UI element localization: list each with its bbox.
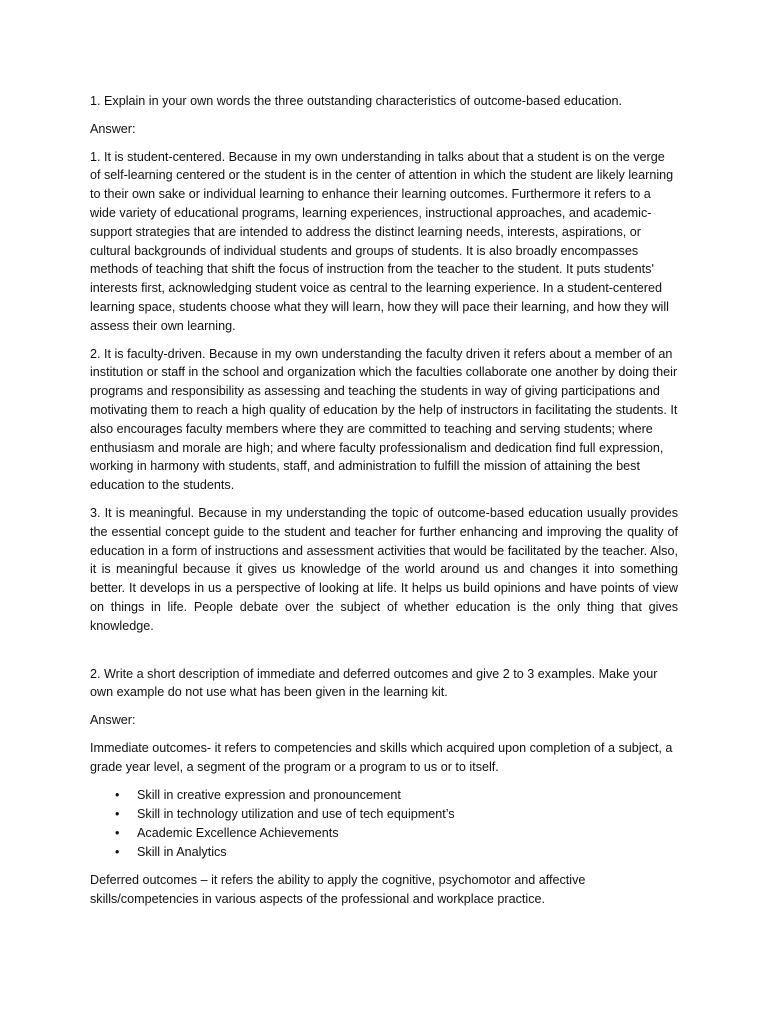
bullet-icon: • bbox=[115, 825, 120, 840]
deferred-outcomes-paragraph: Deferred outcomes – it refers the ability to apply the cognitive, psychomotor and affective skills/competencies in various aspects of the professional and workplace practice. bbox=[90, 873, 586, 907]
bullet-icon: • bbox=[115, 806, 120, 821]
list-item-text: Skill in technology utilization and use of tech equipment’s bbox=[137, 806, 455, 821]
list-item-text: Skill in creative expression and pronouncement bbox=[137, 787, 401, 802]
list-item-text: Skill in Analytics bbox=[137, 845, 227, 860]
document-page bbox=[90, 92, 678, 918]
question-1: 1. Explain in your own words the three outstanding characteristics of outcome-based education. bbox=[90, 94, 623, 108]
examples-list bbox=[90, 786, 678, 863]
list-item bbox=[90, 824, 678, 843]
answer-paragraph-meaningful: 3. It is meaningful. Because in my understanding the topic of outcome-based education usually provides the essential concept guide to the student and teacher for further enhancing and improving the quality of education in a form of instructions and assessment activities that would be facilitated by the teacher. Also, it is meaningful because it gives us knowledge of the world around us and changes it into something better. It develops in us a perspective of looking at life. It helps us build opinions and have points of view on things in life. People debate over the subject of whether education is the only thing that gives knowledge. bbox=[90, 505, 678, 633]
answer-label-1: Answer: bbox=[90, 121, 136, 136]
list-item-text: Academic Excellence Achievements bbox=[137, 825, 339, 840]
immediate-outcomes-paragraph: Immediate outcomes- it refers to competencies and skills which acquired upon completion of a subject, a grade year level, a segment of the program or a program to us or to itself. bbox=[90, 740, 673, 774]
list-item bbox=[90, 805, 678, 824]
answer-label-2: Answer: bbox=[90, 713, 136, 728]
bullet-icon: • bbox=[115, 845, 120, 860]
question-2: 2. Write a short description of immediate and deferred outcomes and give 2 to 3 examples. Make your own example do not use what has been given in the learning kit. bbox=[90, 666, 658, 700]
list-item bbox=[90, 786, 678, 805]
list-item bbox=[90, 843, 678, 862]
answer-paragraph-student-centered: 1. It is student-centered. Because in my own understanding in talks about that a student is on the verge of self-learning centered or the student is in the center of attention in which the student are likely learning to their own sake or individual learning to enhance their learning outcomes. Furthermore it refers to a wide variety of educational programs, learning experiences, instructional approaches, and academic-support strategies that are intended to address the distinct learning needs, interests, aspirations, or cultural backgrounds of individual students and groups of students. It is also broadly encompasses methods of teaching that shift the focus of instruction from the teacher to the student. It puts students' interests first, acknowledging student voice as central to the learning experience. In a student-centered learning space, students choose what they will learn, how they will pace their learning, and how they will assess their own learning. bbox=[90, 149, 674, 333]
bullet-icon: • bbox=[115, 787, 120, 802]
answer-paragraph-faculty-driven: 2. It is faculty-driven. Because in my own understanding the faculty driven it refers about a member of an institution or staff in the school and organization which the faculties collaborate one another by doing their programs and responsibility as assessing and teaching the students in way of giving participations and motivating them to reach a high quality of education by the help of instructors in facilitating the students. It also encourages faculty members where they are committed to teaching and serving students; where enthusiasm and morale are high; and where faculty professionalism and dedication find full expression, working in harmony with students, staff, and administration to fulfill the mission of attaining the best education to the students. bbox=[90, 346, 678, 493]
section-spacer bbox=[90, 645, 678, 665]
